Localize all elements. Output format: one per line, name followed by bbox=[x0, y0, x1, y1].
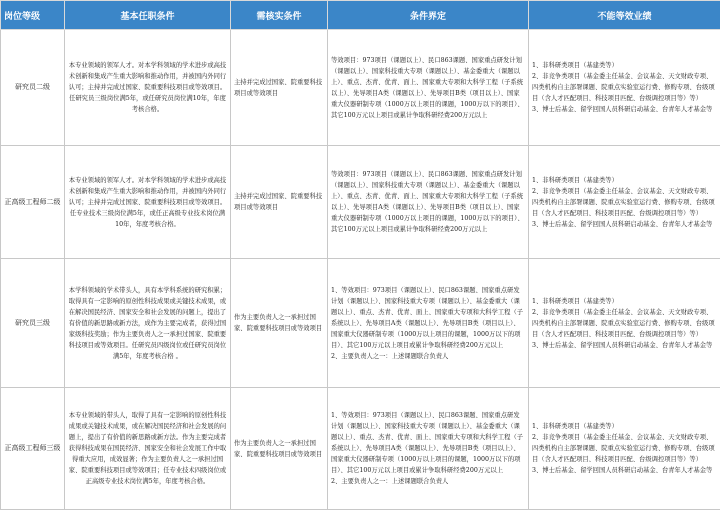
header-row bbox=[1, 1, 720, 30]
table-header bbox=[1, 1, 720, 30]
verify-condition-cell: 主持并完成过国家、院重要科技项目或等效项目 bbox=[231, 146, 328, 259]
table-row bbox=[1, 259, 720, 388]
header-verify-conditions: 需核实条件 bbox=[231, 1, 328, 30]
non-equivalent-cell: 1、非科研类项目（基建类等） 2、非竞争类项目（基金委主任基金、会议基金、天文财政专项、四类机构自主部署课题、院重点实验室运行费、修购专项、台级项目（含人才匹配项目、科技项目匹配、台级调控项目等）等） 3、博士后基金、留学回国人员科研启动基金、台青年人才基金等 bbox=[529, 388, 720, 510]
non-equivalent-cell: 1、非科研类项目（基建类等） 2、非竞争类项目（基金委主任基金、会议基金、天文财政专项、四类机构自主部署课题、院重点实验室运行费、修购专项、台级项目（含人才匹配项目、科技项目匹配、台级调控项目等）等） 3、博士后基金、留学回国人员科研启动基金、台青年人才基金等 bbox=[529, 146, 720, 259]
condition-definition-cell: 1、等效项目：973项目（课题以上）、民口863课题、国家重点研发计划（课题以上）、国家科技重大专项（课题以上）、基金委重大（课题以上）、重点、杰青、优青、面上、国家重大专项和大科学工程（子系统以上）、先导项目A类（课题以上）、先导项目B类（项目以上）、国家重大仪器研制专项（1000万以上项目的课题，1000万以下的项目）、其它100万元以上项目或累计争取科研经费200万元以上 2、主要负责人之一：上述课题联合负责人 bbox=[328, 388, 529, 510]
position-cell: 研究员二级 bbox=[1, 30, 65, 146]
table-row bbox=[1, 146, 720, 259]
verify-condition-cell: 主持并完成过国家、院重要科技项目或等效项目 bbox=[231, 30, 328, 146]
position-cell: 正高级工程师二级 bbox=[1, 146, 65, 259]
table-row bbox=[1, 388, 720, 510]
header-basic-requirements: 基本任职条件 bbox=[65, 1, 231, 30]
condition-definition-cell: 1、等效项目：973项目（课题以上）、民口863课题、国家重点研发计划（课题以上）、国家科技重大专项（课题以上）、基金委重大（课题以上）、重点、杰青、优青、面上、国家重大专项和大科学工程（子系统以上）、先导项目A类（课题以上）、先导项目B类（项目以上）、国家重大仪器研制专项（1000万以上项目的课题，1000万以下的项目）、其它100万元以上项目或累计争取科研经费200万元以上 2、主要负责人之一：上述课题联合负责人 bbox=[328, 259, 529, 388]
basic-requirement-cell: 本专业领域的领军人才。对本学科领域的学术进步或高技术创新和集成产生重大影响和推动作用，并被国内外同行认可；主持并完成过国家、院重要科技项目或等效项目。任专业技术三级岗位满5年，或任正高级专业技术岗位满10年，年度考核合格。 bbox=[65, 146, 231, 259]
basic-requirement-cell: 本学科领域的学术带头人，具有本学科系统的研究积累；取得具有一定影响的原创性科技成果或关键技术成果，或在解决国民经济、国家安全和社会发展的问题上，提出了有价值的新思路或新方法，成作为主要完成者，获得过国家级科技奖励；作为主要负责人之一承担过国家、院重要科技项目或等效项目。任研究员四级岗位或任研究员岗位满5年，年度考核合格 。 bbox=[65, 259, 231, 388]
position-cell: 正高级工程师三级 bbox=[1, 388, 65, 510]
non-equivalent-cell: 1、非科研类项目（基建类等） 2、非竞争类项目（基金委主任基金、会议基金、天文财政专项、四类机构自主部署课题、院重点实验室运行费、修购专项、台级项目（含人才匹配项目、科技项目匹配、台级调控项目等）等） 3、博士后基金、留学回国人员科研启动基金、台青年人才基金等 bbox=[529, 259, 720, 388]
verify-condition-cell: 作为主要负责人之一承担过国家、院重要科技项目或等效项目 bbox=[231, 388, 328, 510]
basic-requirement-cell: 本专业领域的带头人，取得了具有一定影响的原创性科技成果或关键技术成果，或在解决国民经济和社会发展的问题上，提出了有价值的新思路或新方法。作为主要完成者获得科技成果在国民经济、国家安全和社会发展工作中取得重大应用，成效显著；作为主要负责人之一承担过国家、院重要科技项目或等效项目；任专业技术四级岗位或正高级专业技术岗位满5年，年度考核合格。 bbox=[65, 388, 231, 510]
condition-definition-cell: 等效项目：973项目（课题以上）、民口863课题、国家重点研发计划（课题以上）、国家科技重大专项（课题以上）、基金委重大（课题以上）、重点、杰青、优青、面上、国家重大专项和大科学工程（子系统以上）、先导项目A类（课题以上）、先导项目B类（项目以上）、国家重大仪器研制专项（1000万以上项目的课题，1000万以下的项目）、其它100万元以上项目或累计争取科研经费200万元以上 bbox=[328, 30, 529, 146]
table-row bbox=[1, 30, 720, 146]
basic-requirement-cell: 本专业领域的领军人才。对本学科领域的学术进步或高技术创新和集成产生重大影响和推动作用，并被国内外同行认可；主持并完成过国家、院重要科技项目或等效项目。任研究员三级岗位满5年，或任研究员岗位满10年，年度考核合格。 bbox=[65, 30, 231, 146]
header-condition-definition: 条件界定 bbox=[328, 1, 529, 30]
header-position-level: 岗位等级 bbox=[1, 1, 65, 30]
condition-definition-cell: 等效项目：973项目（课题以上）、民口863课题、国家重点研发计划（课题以上）、国家科技重大专项（课题以上）、基金委重大（课题以上）、重点、杰青、优青、面上、国家重大专项和大科学工程（子系统以上）、先导项目A类（课题以上）、先导项目B类（项目以上）、国家重大仪器研制专项（1000万以上项目的课题，1000万以下的项目）、其它100万元以上项目或累计争取科研经费200万元以上 bbox=[328, 146, 529, 259]
non-equivalent-cell: 1、非科研类项目（基建类等） 2、非竞争类项目（基金委主任基金、会议基金、天文财政专项、四类机构自主部署课题、院重点实验室运行费、修购专项、台级项目（含人才匹配项目、科技项目匹配、台级调控项目等）等） 3、博士后基金、留学回国人员科研启动基金、台青年人才基金等 bbox=[529, 30, 720, 146]
position-cell: 研究员三级 bbox=[1, 259, 65, 388]
header-non-equivalent-results: 不能等效业绩 bbox=[529, 1, 720, 30]
verify-condition-cell: 作为主要负责人之一承担过国家、院重要科技项目或等效项目 bbox=[231, 259, 328, 388]
